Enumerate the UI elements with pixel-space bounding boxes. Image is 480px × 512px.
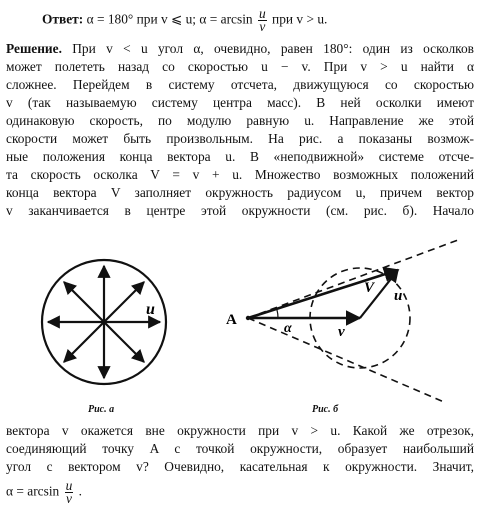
vector-v-label: v: [338, 324, 345, 340]
final-frac-den: v: [65, 491, 72, 506]
solution-line-5: скорости может быть произвольным. На рис. а показаны возмож-: [6, 131, 474, 146]
solution-line-0: [6, 40, 474, 57]
fig-a-u-label: u: [146, 301, 155, 318]
answer-label: Ответ:: [42, 11, 84, 27]
answer-part2: при v > u.: [272, 11, 328, 27]
solution-line-7: та скорость осколка V = v + u. Множество возможных положений: [6, 167, 474, 182]
final-prefix: α = arcsin: [6, 483, 60, 499]
figure-a: [24, 246, 204, 406]
final-formula: [6, 480, 474, 505]
arrow-down-right: [104, 322, 144, 362]
answer-frac-den: v: [259, 19, 266, 34]
solution-label: Решение.: [6, 41, 62, 56]
answer-part1: α = 180° при v ⩽ u; α = arcsin: [86, 11, 253, 27]
figure-b: [218, 236, 474, 408]
continuation-line-0: вектора v окажется вне окружности при v > u. Какой же отрезок,: [6, 423, 474, 438]
continuation-line-2: угол с вектором v? Очевидно, касательная к окружности. Значит,: [6, 459, 474, 474]
answer-fraction: [258, 8, 267, 33]
angle-alpha-label: α: [284, 321, 292, 336]
final-suffix: .: [78, 483, 83, 499]
caption-a: Рис. а: [88, 404, 115, 415]
solution-line-4: одинаковую скорость, по модулю равную u. Направление же этой: [6, 113, 474, 128]
solution-line-9: v заканчивается в центре этой окружности (см. рис. б). Начало: [6, 203, 474, 218]
final-frac-num: u: [65, 478, 73, 493]
arrow-up-right: [104, 282, 144, 322]
tangent-upper: [248, 240, 458, 318]
vector-V: [248, 270, 398, 318]
point-A-label: A: [226, 312, 237, 328]
caption-b: Рис. б: [312, 404, 339, 415]
arrow-up-left: [64, 282, 104, 322]
solution-text-0: При v < u угол α, очевидно, равен 180°: один из осколков: [72, 41, 474, 56]
radial-arrows: [48, 266, 160, 378]
solution-line-8: конца вектора V заполняет окружность радиусом u, причем вектор: [6, 185, 474, 200]
solution-line-2: сложнее. Перейдем в систему отсчета, движущуюся со скоростью: [6, 77, 474, 92]
tangent-lower: [248, 318, 444, 402]
continuation-line-1: соединяющий точку A с точкой окружности, образует наибольший: [6, 441, 474, 456]
vector-V-label: V: [364, 280, 375, 296]
solution-line-1: может полететь назад со скоростью u − v. При v > u найти α: [6, 59, 474, 74]
arrow-down-left: [64, 322, 104, 362]
answer-frac-num: u: [258, 6, 266, 21]
answer-line: [42, 8, 474, 33]
final-fraction: [65, 480, 74, 505]
solution-line-6: ные положения конца вектора u. В «неподвижной» системе отсче-: [6, 149, 474, 164]
vector-u-label: u: [394, 288, 403, 304]
solution-line-3: v (так называемую систему центра масс). В ней осколки имеют: [6, 95, 474, 110]
point-A-dot: [246, 316, 250, 320]
